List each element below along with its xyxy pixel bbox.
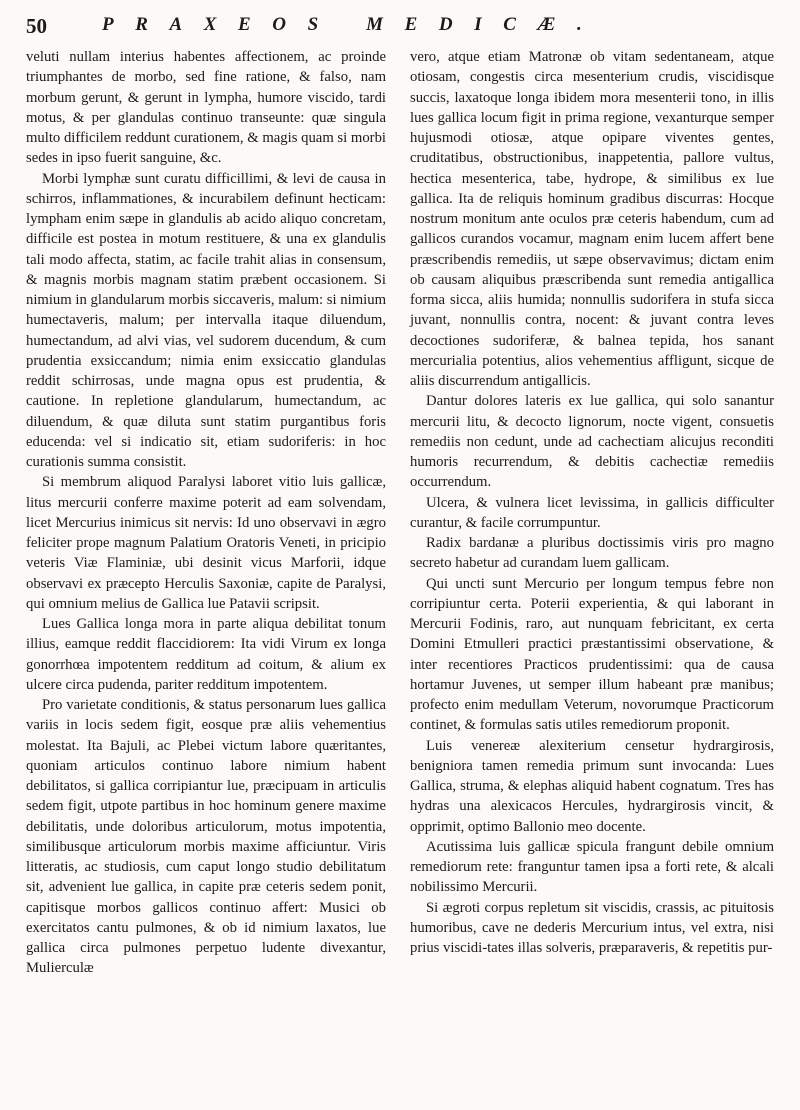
paragraph: Ulcera, & vulnera licet levissima, in gallicis difficulter curantur, & facile corrumpuntur.	[410, 494, 774, 531]
paragraph: Morbi lymphæ sunt curatu difficillimi, & levi de causa in schirros, inflammationes, & incurabilem definunt hecticam: lympham enim sæpe in glandulis ab acido aliquo concretam, difficile est postea in motum restituere, & una ex glandulis tali modo affecta, statim, ac facile trahit alias in consensum, & magnis morbis magnam statim præbent occasionem. Si nimium in glandularum morbis siccaveris, malum: si nimium humectaveris, malum; per intervalla itaque diluendum, humectandum, ad alvi vias, vel sudorem ducendum, & cum prudentia exsiccandum; nimia enim exsiccatio glandulas reddit schirrosas, unde magna opus est prudentia, & cautione. In repletione glandularum, humectandum, ac diluendum, & quæ diluta sunt statim purgantibus foris educenda: vel si indicatio sit, etiam sudoriferis: in hoc curationis summa consistit.	[26, 170, 386, 470]
paragraph: Si ægroti corpus repletum sit viscidis, crassis, ac pituitosis humoribus, cave ne dederis Mercurium intus, vel extra, nisi prius viscidi-tates illas solveris, præparaveris, & repetitis pur-	[410, 899, 774, 956]
paragraph: Dantur dolores lateris ex lue gallica, qui solo sanantur mercurii litu, & decocto lignorum, nocte vigent, consuetis remediis non cedunt, unde ad cachectiam alicujus reconditi humoris recurrendum, & debitis cachectiæ remediis occurrendum.	[410, 393, 774, 491]
paragraph: vero, atque etiam Matronæ ob vitam sedentaneam, atque otiosam, congestis circa mesenterium crudis, viscidisque succis, laxatoque longa ibidem mora mesenterii tono, in illis lues gallica locum figit in prima regione, vexanturque semper hujusmodi otiosæ, atque opipare viventes gentes, cruditatibus, obstructionibus, inappetentia, pallore vultus, hectica mesenterica, tabe, hydrope, & similibus ex lue gallica. Ita de reliquis hominum gradibus discurras: Hocque nostrum monitum ante oculos præ ceteris habendum, cum ad gallicos curandos vocamur, magnam enim lucem affert bene præscribendis remediis, ut sæpe observavimus; dictam enim ob causam aliquibus præscribenda sunt remedia antigallica forma sicca, aliis humida; nonnullis sudorifera in stufa sicca juvant, nonnullis contra, nocent: & juvant contra leves decoctiones sudoriferæ, & balnea tepida, hos sanant mercurialia potentius, alios vehementius affligunt, sicque de aliis discurrendum antigallicis.	[410, 49, 774, 389]
paragraph: Luis venereæ alexiterium censetur hydrargirosis, benigniora tamen remedia primum sunt invocanda: Lues Gallica, struma, & elephas aliquid habent cognatum. Tres has hydras una alexicacos Hercules, hydrargirosis vincit, & opprimit, optimo Ballonio meo docente.	[410, 737, 774, 835]
paragraph: Radix bardanæ a pluribus doctissimis viris pro magno secreto habetur ad curandam luem gallicam.	[410, 535, 774, 572]
right-text-column	[410, 47, 774, 958]
paragraph: Qui uncti sunt Mercurio per longum tempus febre non corripiuntur certa. Poterii experientia, & qui laborant in Mercurii Fodinis, raro, aut nunquam febricitant, ex certa Domini Etmulleri practici præstantissimi observatione, & inter recentiores Practicos prudentissimi: qua de causa hortamur Juvenes, ut semper illum habeant præ manibus; profecto enim medullam Veterum, novorumque Practicorum continet, & formulas satis utiles remediorum proponit.	[410, 575, 774, 734]
paragraph: Acutissima luis gallicæ spicula frangunt debile omnium remediorum rete: franguntur tamen ipsa a forti rete, & alcali nobilissimo Mercurii.	[410, 838, 774, 896]
paragraph: veluti nullam interius habentes affectionem, ac proinde triumphantes de morbo, sed fine ratione, & falso, nam morbum gerunt, & gerunt in lympha, humore viscido, tardi motus, & per glandulas continuo transeunte: quæ singula multo difficilem reddunt curationem, & magis quam si morbi sedes in ipso fuerit sanguine, &c.	[26, 49, 386, 167]
paragraph: Si membrum aliquod Paralysi laboret vitio luis gallicæ, litus mercurii conferre maxime poterit ad eam solvendam, licet Mercurius inimicus sit nervis: Id uno observavi in ægro feliciter prope magnum Palatium Oratoris Veneti, in pricipio veteris Viæ Flaminiæ, ubi desinit vicus Marforii, idque observavi ex præcepto Herculis Saxoniæ, capite de Paralysi, qui omnium melius de Gallica lue Patavii scripsit.	[26, 474, 386, 612]
page-number: 50	[26, 14, 47, 38]
running-head	[26, 14, 786, 40]
running-title: PRAXEOS MEDICÆ.	[102, 14, 604, 35]
paragraph: Pro varietate conditionis, & status personarum lues gallica variis in locis sedem figit, eosque præ aliis vehementius molestat. Ita Bajuli, ac Plebei victum labore quæritantes, quoniam articulos continuo labore nimium habent debilitatos, si gallica corripiantur lue, præcipuam in articulis sedem figit, utpote partibus in hoc hominum genere maxime debilitatis, unde doloribus articulorum, motus impotentia, similibusque articulorum morbis maxime afficiuntur. Viris litteratis, ac studiosis, cum caput longo studio debilitatum sit, advenient lue gallica, in capite præ ceteris sedem ponit, capitisque morbos gallicos continuo affert: Musici ob exercitatos cantu pulmones, & ob id nimium laxatos, lue gallica circa pulmones perpetuo ludente divexantur, Mulierculæ	[26, 697, 386, 977]
paragraph: Lues Gallica longa mora in parte aliqua debilitat tonum illius, eamque reddit flaccidiorem: Ita vidi Virum ex longa gonorrhœa impotentem redditum ad coitum, & alium ex ulcere circa pudenda, pariter redditum impotentem.	[26, 616, 386, 693]
left-text-column	[26, 47, 386, 979]
